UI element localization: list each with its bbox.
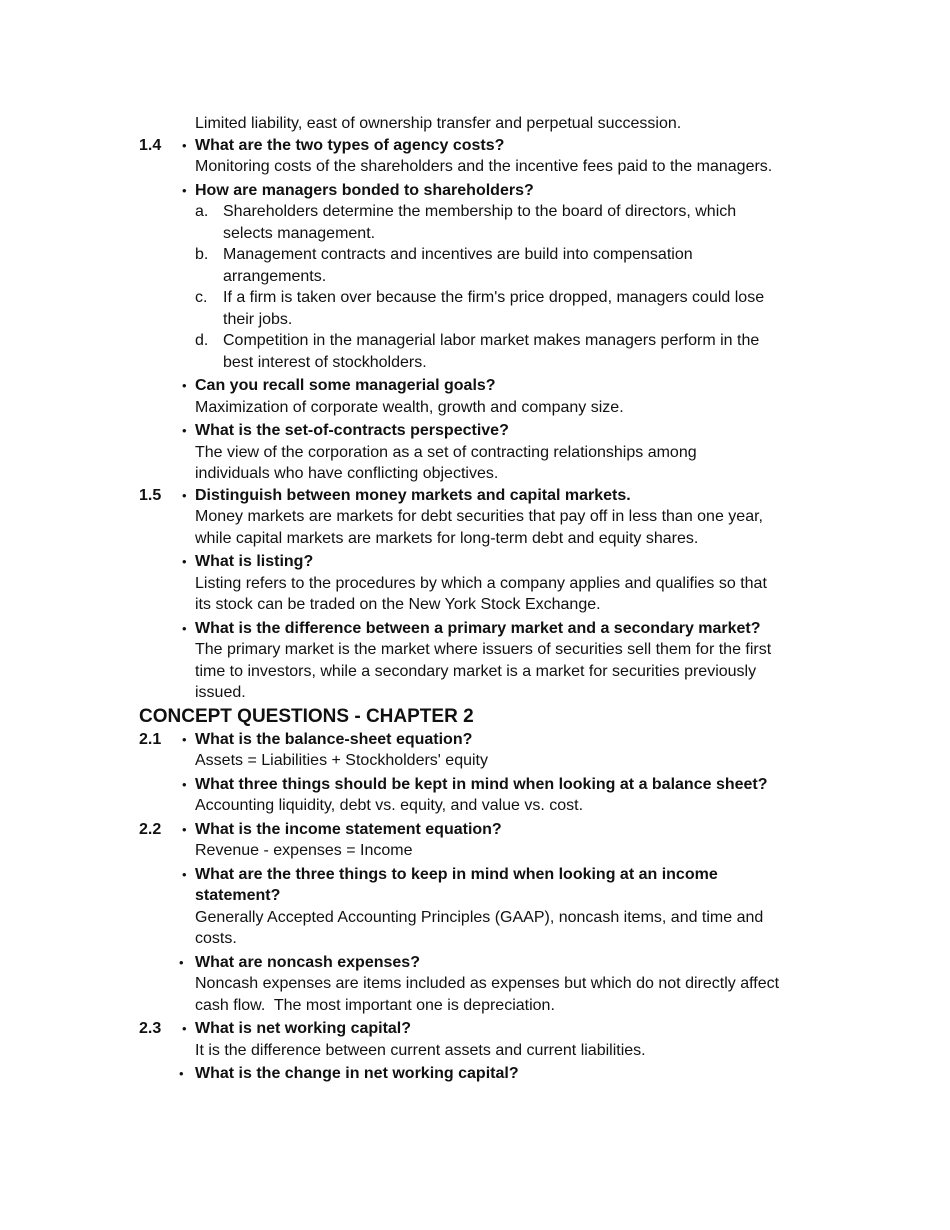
answer-text: Generally Accepted Accounting Principles (GAAP), noncash items, and time and <box>195 908 764 926</box>
question-text: What three things should be kept in mind when looking at a balance sheet? <box>195 775 768 793</box>
answer-text: Noncash expenses are items included as expenses but which do not directly affect <box>195 975 780 992</box>
bullet-icon: • <box>182 554 187 569</box>
question-line <box>0 420 950 442</box>
section-number: 2.2 <box>139 820 162 838</box>
section-number: 2.3 <box>139 1020 162 1037</box>
bullet-icon: • <box>182 182 187 198</box>
answer-text: costs. <box>195 930 237 947</box>
answer-text: Monitoring costs of the shareholders and the incentive fees paid to the managers. <box>195 158 773 175</box>
answer-line <box>0 682 950 704</box>
question-text: statement? <box>195 887 281 904</box>
answer-text: Accounting liquidity, debt vs. equity, and value vs. cost. <box>195 797 584 814</box>
list-item <box>0 330 950 352</box>
question-text: Can you recall some managerial goals? <box>195 377 496 394</box>
list-marker: d. <box>195 332 209 349</box>
answer-line <box>0 156 950 178</box>
answer-text: cash flow. The most important one is depreciation. <box>195 996 555 1014</box>
bullet-icon: • <box>179 954 184 970</box>
answer-text: Assets = Liabilities + Stockholders' equity <box>195 752 488 769</box>
list-item-continuation <box>0 352 950 374</box>
answer-text: individuals who have conflicting objectives. <box>195 465 499 482</box>
question-text: What is listing? <box>195 553 314 570</box>
section-number: 1.5 <box>139 486 162 504</box>
bullet-icon: • <box>182 731 187 747</box>
answer-line <box>0 506 950 528</box>
answer-text: Listing refers to the procedures by which a company applies and qualifies so that <box>195 574 767 592</box>
bullet-icon: • <box>179 1066 184 1081</box>
bullet-icon: • <box>182 378 187 393</box>
answer-text: time to investors, while a secondary market is a market for securities previously <box>195 662 757 680</box>
answer-line <box>0 995 950 1017</box>
answer-line <box>0 442 950 464</box>
list-marker: c. <box>195 289 208 306</box>
answer-text: while capital markets are markets for long-term debt and equity shares. <box>195 529 699 547</box>
chapter-heading-line <box>0 704 950 729</box>
question-text: What is the balance-sheet equation? <box>195 730 473 748</box>
question-line <box>0 1063 950 1085</box>
answer-line <box>0 397 950 419</box>
answer-line <box>0 907 950 929</box>
question-line <box>0 885 950 907</box>
answer-line <box>0 750 950 772</box>
answer-line <box>0 795 950 817</box>
question-text: What are noncash expenses? <box>195 953 420 971</box>
list-marker: a. <box>195 203 209 220</box>
question-line <box>0 819 950 841</box>
answer-text: issued. <box>195 684 246 701</box>
question-line <box>0 618 950 640</box>
question-text: What is the change in net working capital? <box>195 1065 519 1082</box>
section-number: 2.1 <box>139 730 162 748</box>
answer-text: its stock can be traded on the New York Stock Exchange. <box>195 596 601 613</box>
bullet-icon: • <box>182 620 187 636</box>
list-item <box>0 244 950 266</box>
answer-line <box>0 928 950 950</box>
question-text: Distinguish between money markets and capital markets. <box>195 486 631 504</box>
answer-text: Revenue - expenses = Income <box>195 842 413 859</box>
question-line <box>0 729 950 751</box>
list-marker: b. <box>195 246 209 263</box>
question-text: What is the difference between a primary market and a secondary market? <box>195 619 761 637</box>
list-text: best interest of stockholders. <box>223 353 427 371</box>
answer-line <box>0 661 950 683</box>
answer-text: Money markets are markets for debt securities that pay off in less than one year, <box>195 508 763 525</box>
question-line <box>0 551 950 573</box>
answer-line <box>0 1040 950 1062</box>
question-text: What are the three things to keep in mind when looking at an income <box>195 865 718 883</box>
answer-text: Limited liability, east of ownership transfer and perpetual succession. <box>195 115 682 132</box>
answer-line <box>0 573 950 595</box>
question-text: What are the two types of agency costs? <box>195 136 505 154</box>
question-line <box>0 952 950 974</box>
bullet-icon: • <box>182 423 187 438</box>
answer-text: The view of the corporation as a set of contracting relationships among <box>195 443 697 461</box>
list-item <box>0 201 950 223</box>
bullet-icon: • <box>182 487 187 503</box>
answer-line <box>0 594 950 616</box>
question-text: How are managers bonded to shareholders? <box>195 181 534 199</box>
question-line <box>0 1018 950 1040</box>
answer-line <box>0 528 950 550</box>
question-line <box>0 485 950 507</box>
question-line <box>0 375 950 397</box>
bullet-icon: • <box>182 137 187 153</box>
answer-text: Maximization of corporate wealth, growth and company size. <box>195 398 624 416</box>
list-text: selects management. <box>223 224 376 242</box>
question-line <box>0 864 950 886</box>
list-text: Shareholders determine the membership to the board of directors, which <box>223 203 737 220</box>
list-text: their jobs. <box>223 310 293 328</box>
document-page <box>0 113 950 1085</box>
section-number: 1.4 <box>139 136 162 154</box>
list-item-continuation <box>0 223 950 245</box>
list-text: arrangements. <box>223 267 327 285</box>
line <box>0 113 950 135</box>
answer-line <box>0 973 950 995</box>
list-text: Management contracts and incentives are build into compensation <box>223 246 693 263</box>
question-line <box>0 180 950 202</box>
list-text: Competition in the managerial labor market makes managers perform in the <box>223 332 760 349</box>
answer-text: It is the difference between current assets and current liabilities. <box>195 1041 646 1059</box>
list-item-continuation <box>0 309 950 331</box>
list-text: If a firm is taken over because the firm's price dropped, managers could lose <box>223 289 765 306</box>
answer-line <box>0 639 950 661</box>
answer-line <box>0 463 950 485</box>
list-item-continuation <box>0 266 950 288</box>
bullet-icon: • <box>182 866 187 882</box>
question-line <box>0 135 950 157</box>
bullet-icon: • <box>182 1021 187 1036</box>
question-line <box>0 774 950 796</box>
bullet-icon: • <box>182 821 187 837</box>
question-text: What is net working capital? <box>195 1020 412 1037</box>
question-text: What is the set-of-contracts perspective? <box>195 422 509 439</box>
chapter-heading: CONCEPT QUESTIONS - CHAPTER 2 <box>139 705 474 727</box>
answer-line <box>0 840 950 862</box>
list-item <box>0 287 950 309</box>
answer-text: The primary market is the market where issuers of securities sell them for the first <box>195 641 772 658</box>
question-text: What is the income statement equation? <box>195 820 502 838</box>
bullet-icon: • <box>182 776 187 792</box>
